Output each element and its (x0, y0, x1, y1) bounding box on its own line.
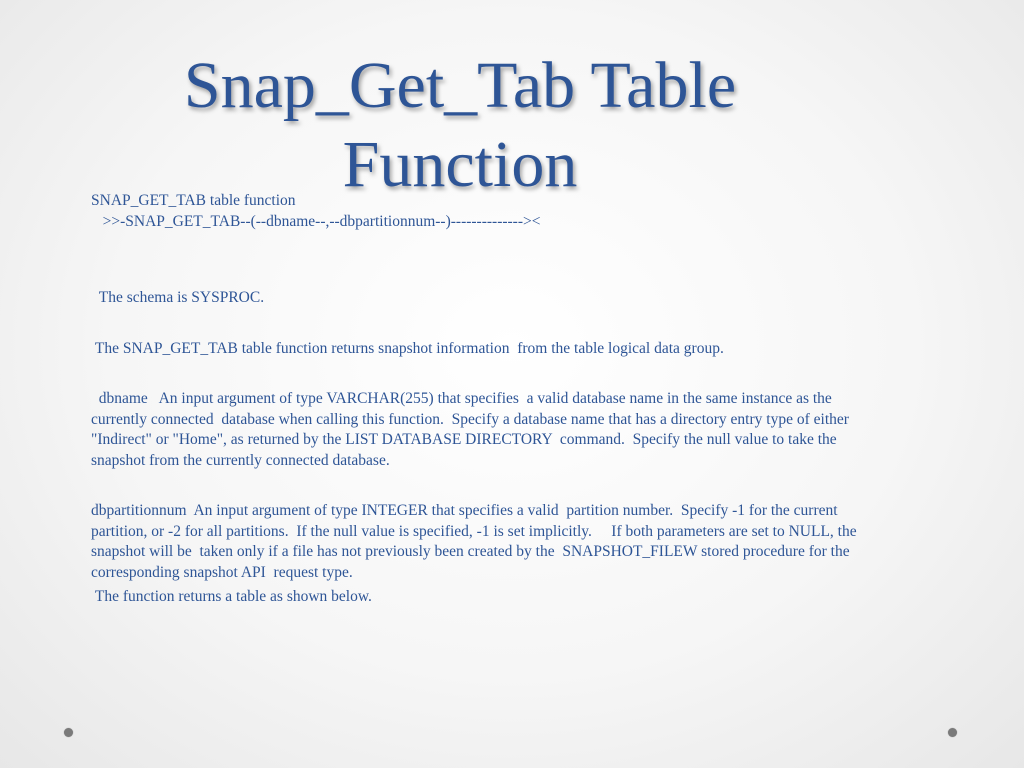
dbname-description: dbname An input argument of type VARCHAR(255) that specifies a valid database name in the same instance as the currently connected database when calling this function. Specify a database name that has a directory entry type of either "Indirect" or "Home", as returned by the LIST DATABASE DIRECTORY command. Specify the null value to take the snapshot from the currently connected database. (91, 390, 857, 469)
function-syntax: >>-SNAP_GET_TAB--(--dbname--,--dbpartitionnum--)-------------->< (91, 212, 541, 230)
left-bullet-dot (64, 728, 73, 737)
right-bullet-dot (948, 728, 957, 737)
dbpartitionnum-description: dbpartitionnum An input argument of type INTEGER that specifies a valid partition number. Specify -1 for the current partition, or -2 for all partitions. If the null value is specified, -1 is set implicitly. If both parameters are set to NULL, the snapshot will be taken only if a file has not previously been created by the SNAPSHOT_FILEW stored procedure for the corresponding snapshot API request type. (91, 502, 861, 581)
slide-title-line-1: Snap_Get_Tab Table (183, 49, 737, 122)
slide-body (91, 191, 891, 608)
function-heading: SNAP_GET_TAB table function (91, 192, 296, 209)
slide-title-line-2: Function (342, 128, 578, 201)
schema-text: The schema is SYSPROC. (91, 289, 265, 306)
description-text: The SNAP_GET_TAB table function returns snapshot information from the table logical data group. (91, 339, 724, 357)
returns-text: The function returns a table as shown below. (91, 588, 372, 605)
slide-title (90, 46, 830, 204)
